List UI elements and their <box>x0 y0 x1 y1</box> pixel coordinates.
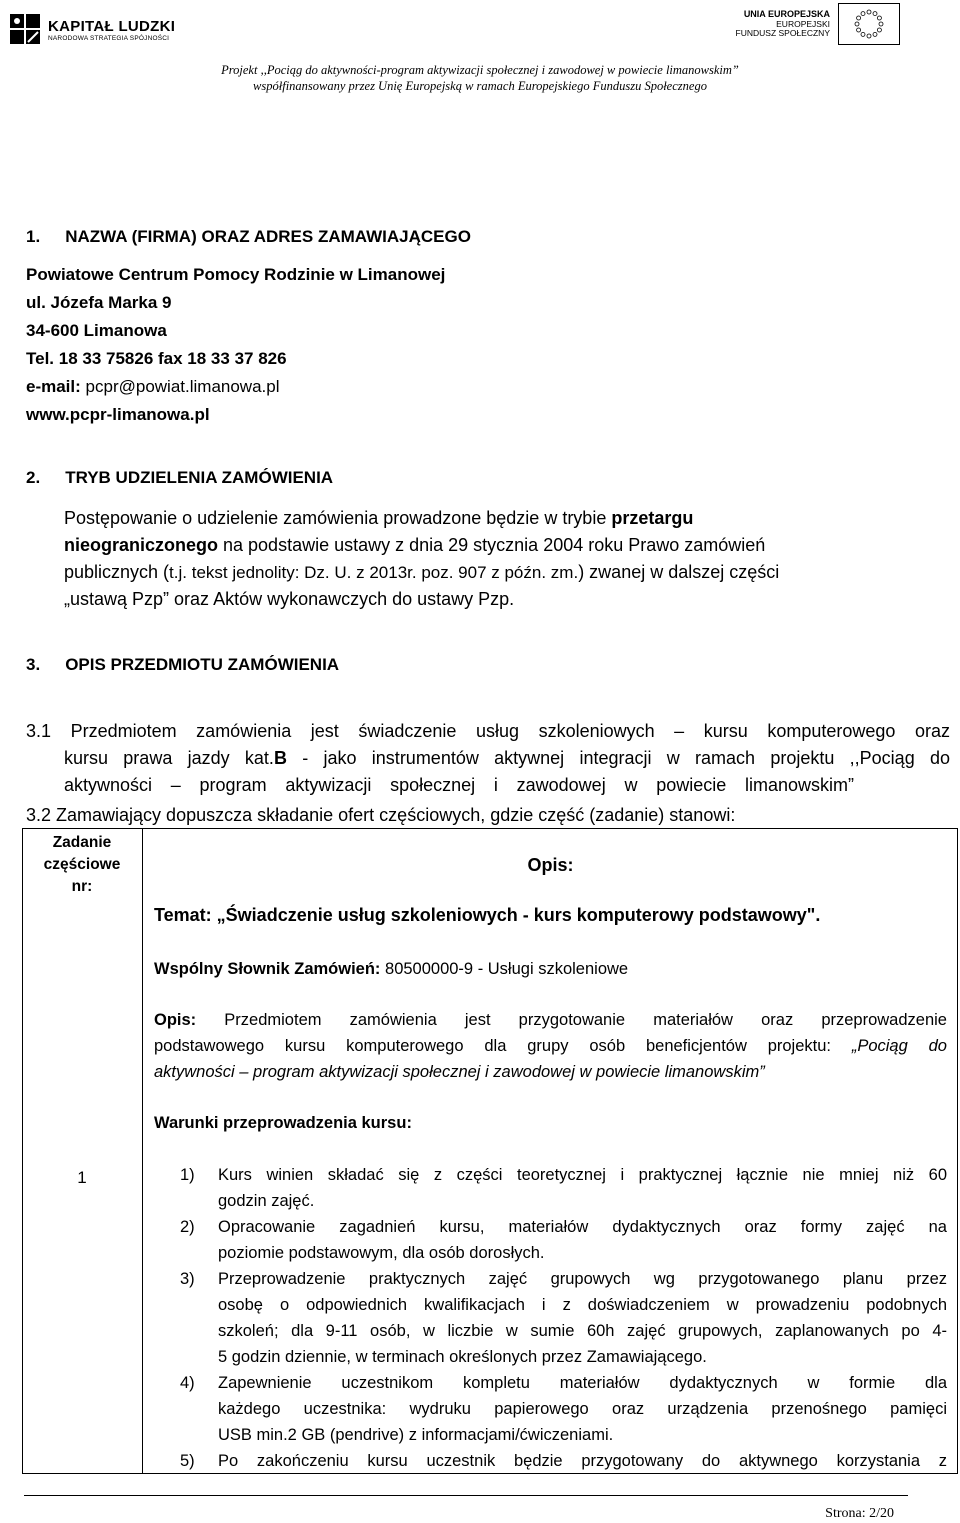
list-item-number: 3) <box>180 1270 195 1288</box>
org-phone: Tel. 18 33 75826 fax 18 33 37 826 <box>26 349 287 368</box>
section2-text-3b: t.j. tekst jednolity: Dz. U. z 2013r. poz. 907 z późn. zm. <box>169 563 579 582</box>
section2-heading <box>26 465 333 491</box>
section2-text-3c: ) zwanej w dalszej części <box>578 562 780 582</box>
list-item <box>180 1266 947 1370</box>
header-part-l1: Zadanie <box>52 834 112 851</box>
opis-line2a: podstawowego kursu komputerowego dla grupy osób beneficjentów projektu: <box>154 1037 852 1055</box>
section3-paragraph-2: 3.2 Zamawiający dopuszcza składanie ofert częściowych, gdzie część (zadanie) stanowi: <box>26 805 736 825</box>
section3-paragraph-1 <box>26 718 950 799</box>
section3-number: 3. <box>26 655 41 674</box>
project-line-1: Projekt ,,Pociąg do aktywności-program aktywizacji społecznej i zawodowej w powiecie limanowskim” <box>221 63 739 77</box>
section1-number: 1. <box>26 227 41 246</box>
opis-line1: Przedmiotem zamówienia jest przygotowanie materiałów oraz przeprowadzenie <box>196 1011 947 1029</box>
table-header-part-number <box>22 832 142 898</box>
list-item-text: 5 godzin dziennie, w terminach określonych przez Zamawiającego. <box>218 1348 707 1366</box>
opis-label: Opis: <box>154 1011 197 1029</box>
list-item-text: Opracowanie zagadnień kursu, materiałów dydaktycznych oraz formy zajęć na <box>218 1218 947 1236</box>
eu-logo <box>730 4 900 44</box>
header-part-l2: częściowe <box>43 856 121 873</box>
list-item-number: 5) <box>180 1452 195 1470</box>
kapital-ludzki-logo <box>8 8 198 54</box>
eu-logo-line1: UNIA EUROPEJSKA <box>743 9 830 20</box>
section1-title: NAZWA (FIRMA) ORAZ ADRES ZAMAWIAJĄCEGO <box>65 227 471 246</box>
list-item <box>180 1448 947 1474</box>
org-street: ul. Józefa Marka 9 <box>26 293 172 312</box>
list-item-text: poziomie podstawowym, dla osób dorosłych. <box>218 1244 545 1262</box>
table-column-divider <box>142 828 143 1474</box>
list-item-text: każdego uczestnika: wydruku papierowego oraz urządzenia przenośnego pamięci <box>218 1400 947 1418</box>
org-city: 34-600 Limanowa <box>26 321 167 340</box>
list-item <box>180 1370 947 1448</box>
section2-text-2b: na podstawie ustawy z dnia 29 stycznia 2004 roku Prawo zamówień <box>218 535 766 555</box>
email-link[interactable]: pcpr@powiat.limanowa.pl <box>85 377 280 396</box>
p31-line2 <box>26 745 950 772</box>
kapital-ludzki-name: KAPITAŁ LUDZKI <box>48 17 176 35</box>
p31-line3: aktywności – program aktywizacji społecznej i zawodowej w powiecie limanowskim” <box>64 775 854 795</box>
email-label: e-mail: <box>26 377 86 396</box>
course-conditions-list <box>180 1162 947 1474</box>
list-item-text: Zapewnienie uczestnikom kompletu materiałów dydaktycznych w formie dla <box>218 1374 947 1392</box>
eu-logo-line2: EUROPEJSKI <box>776 18 830 29</box>
table-row-number: 1 <box>77 1168 87 1187</box>
kapital-ludzki-emblem-icon <box>8 12 42 50</box>
list-item-number: 2) <box>180 1218 195 1236</box>
eu-logo-line3: FUNDUSZ SPOŁECZNY <box>735 27 830 38</box>
section2-body <box>64 505 944 613</box>
section2-text-1b: przetargu <box>611 508 694 528</box>
section2-text-1a: Postępowanie o udzielenie zamówienia prowadzone będzie w trybie <box>64 508 612 528</box>
list-item-text: osobę o odpowiednich kwalifikacjach i z doświadczeniem w prowadzeniu podobnych <box>218 1296 947 1314</box>
section2-title: TRYB UDZIELENIA ZAMÓWIENIA <box>65 468 334 487</box>
section2-text-3a: publicznych ( <box>64 562 170 582</box>
list-item <box>180 1162 947 1214</box>
opis-line2b: „Pociąg do <box>851 1037 947 1055</box>
project-line-2: współfinansowany przez Unię Europejską w ramach Europejskiego Funduszu Społecznego <box>253 79 707 93</box>
list-item-text: Po zakończeniu kursu uczestnik będzie przygotowany do aktywnego korzystania z <box>218 1452 947 1470</box>
list-item <box>180 1214 947 1266</box>
course-conditions-heading: Warunki przeprowadzenia kursu: <box>154 1114 412 1132</box>
list-item-text: USB min.2 GB (pendrive) z informacjami/ćwiczeniami. <box>218 1426 614 1444</box>
list-item-text: Kurs winien składać się z części teoretycznej i praktycznej łącznie nie mniej niż 60 <box>218 1166 947 1184</box>
course-topic: Temat: „Świadczenie usług szkoleniowych - kurs komputerowy podstawowy". <box>154 905 821 925</box>
website-link[interactable]: www.pcpr-limanowa.pl <box>26 405 210 424</box>
list-item-number: 1) <box>180 1166 195 1184</box>
kapital-ludzki-subtitle: NARODOWA STRATEGIA SPÓJNOŚCI <box>48 35 170 43</box>
section2-number: 2. <box>26 468 41 487</box>
list-item-text: szkoleń; dla 9-11 osób, w liczbie w sumie 60h zajęć grupowych, zaplanowanych po 4- <box>218 1322 947 1340</box>
p31-line2c: - jako instrumentów aktywnej integracji w ramach projektu ,,Pociąg do <box>286 748 951 768</box>
page-number: Strona: 2/20 <box>825 1506 894 1521</box>
org-email-line <box>26 374 280 400</box>
section3-heading <box>26 652 339 678</box>
table-header-description: Opis: <box>527 855 574 875</box>
section2-text-4: „ustawą Pzp” oraz Aktów wykonawczych do ustawy Pzp. <box>64 589 515 609</box>
p31-line2a: kursu prawa jazdy kat. <box>64 748 274 768</box>
course-description <box>154 1007 947 1085</box>
eu-flag-icon <box>838 3 900 45</box>
org-name: Powiatowe Centrum Pomocy Rodzinie w Limanowej <box>26 265 446 284</box>
cpv-line <box>154 956 628 982</box>
list-item-text: godzin zajęć. <box>218 1192 315 1210</box>
section3-title: OPIS PRZEDMIOTU ZAMÓWIENIA <box>65 655 340 674</box>
section1-heading <box>26 224 471 250</box>
org-website <box>26 402 210 428</box>
footer-divider <box>24 1495 908 1496</box>
cpv-value: 80500000-9 - Usługi szkoleniowe <box>380 960 629 978</box>
section2-text-2a: nieograniczonego <box>64 535 219 555</box>
header-part-l3: nr: <box>71 878 93 895</box>
p31-line1: 3.1 Przedmiotem zamówienia jest świadczenie usług szkoleniowych – kursu komputerowego oraz <box>26 721 950 741</box>
cpv-label: Wspólny Słownik Zamówień: <box>154 960 381 978</box>
p31-line2b: B <box>273 748 287 768</box>
list-item-number: 4) <box>180 1374 195 1392</box>
opis-line3: aktywności – program aktywizacji społecznej i zawodowej w powiecie limanowskim” <box>154 1063 765 1081</box>
list-item-text: Przeprowadzenie praktycznych zajęć grupowych wg przygotowanego planu przez <box>218 1270 947 1288</box>
